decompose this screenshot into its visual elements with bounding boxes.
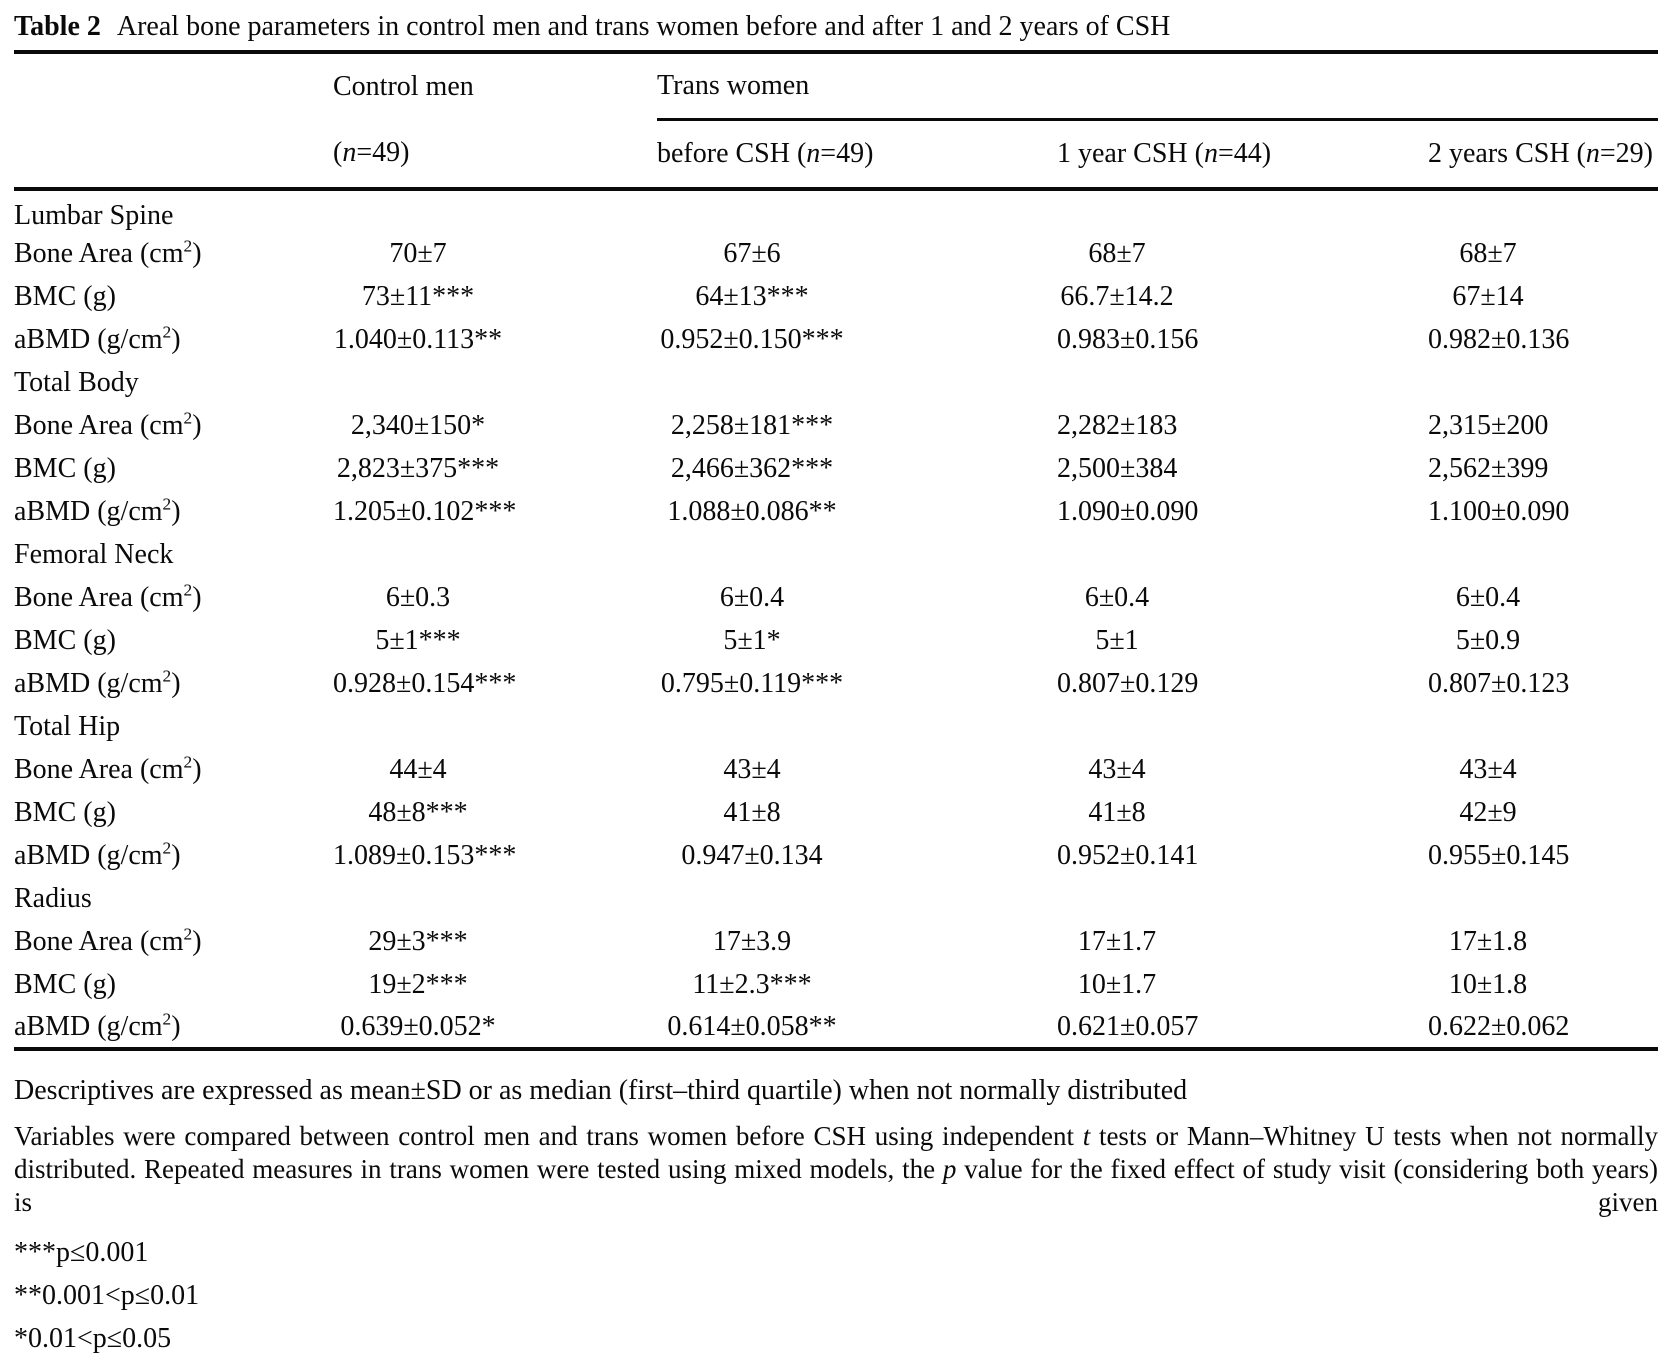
significance-note-3-stars: ***p≤0.001 <box>14 1237 149 1268</box>
cell-value: 10±1.7 <box>1077 968 1157 1000</box>
cell-value: 0.621±0.057 <box>1057 1010 1199 1042</box>
cell-value: 0.928±0.154*** <box>333 667 517 699</box>
cell-value: 68±7 <box>1088 237 1146 269</box>
row-label: BMC (g) <box>14 280 116 312</box>
cell-value: 48±8*** <box>368 796 468 828</box>
table-row <box>14 963 1658 1006</box>
cell-value: 1.100±0.090 <box>1428 495 1570 527</box>
row-label: BMC (g) <box>14 968 116 1000</box>
n-symbol: n <box>1203 138 1218 169</box>
table-row <box>14 619 1658 662</box>
cell-value: 43±4 <box>1088 753 1146 785</box>
cell-value: 11±2.3*** <box>692 968 812 1000</box>
cell-value: 1.089±0.153*** <box>333 839 517 871</box>
table-row <box>14 447 1658 490</box>
row-label: aBMD $(g/cm^2)$ <box>14 1009 181 1042</box>
cell-value: 2,258±181*** <box>670 409 834 441</box>
section-label: Lumbar Spine <box>14 199 174 231</box>
cell-value: 0.639±0.052* <box>340 1010 496 1042</box>
section-label: Radius <box>14 882 92 914</box>
cell-value: 1.040±0.113** <box>333 323 503 355</box>
significance-note-2-stars: **0.001<p≤0.01 <box>14 1280 200 1311</box>
cell-value: 2,340±150* <box>350 409 486 441</box>
cell-value: 0.947±0.134 <box>681 839 823 871</box>
section-row-lumbar-spine <box>14 189 1658 232</box>
cell-value: 73±11*** <box>361 280 475 312</box>
cell-value: 0.807±0.123 <box>1428 667 1570 699</box>
n-symbol: n <box>1585 138 1600 169</box>
cell-value: 44±4 <box>389 753 447 785</box>
cell-value: 41±8 <box>1088 796 1146 828</box>
table-body <box>14 189 1658 1049</box>
table-row <box>14 232 1658 275</box>
data-table <box>14 50 1658 1051</box>
row-label: aBMD $(g/cm^2)$ <box>14 322 181 355</box>
header-2-years-csh: 2 years CSH (n=29) <box>1428 120 1658 190</box>
cell-value: 0.983±0.156 <box>1057 323 1199 355</box>
footnote-descriptives: Descriptives are expressed as mean±SD or as median (first–third quartile) when not normally distributed <box>14 1075 1188 1106</box>
cell-value: 43±4 <box>723 753 781 785</box>
row-label: aBMD $(g/cm^2)$ <box>14 838 181 871</box>
row-label: BMC (g) <box>14 796 116 828</box>
cell-value: 6±0.4 <box>1084 581 1150 613</box>
header-trans-women-group: Trans women <box>657 52 1658 120</box>
cell-value: 2,823±375*** <box>336 452 500 484</box>
superscript: 2 <box>162 1009 172 1029</box>
cell-value: 5±0.9 <box>1455 624 1521 656</box>
cell-value: 17±1.8 <box>1448 925 1528 957</box>
table-row <box>14 318 1658 361</box>
cell-value: 70±7 <box>389 237 447 269</box>
table-row <box>14 1006 1658 1049</box>
row-label: Bone Area $(cm^2)$ <box>14 580 202 613</box>
superscript: 2 <box>183 752 193 772</box>
cell-value: 19±2*** <box>368 968 468 1000</box>
cell-value: 6±0.3 <box>385 581 451 613</box>
table-footnotes <box>14 1075 1658 1354</box>
table-row <box>14 490 1658 533</box>
cell-value: 2,500±384 <box>1057 452 1178 484</box>
table-row <box>14 834 1658 877</box>
cell-value: 5±1*** <box>375 624 461 656</box>
cell-value: 1.205±0.102*** <box>333 495 517 527</box>
section-row-femoral-neck <box>14 533 1658 576</box>
cell-value: 0.952±0.141 <box>1057 839 1199 871</box>
cell-value: 5±1* <box>723 624 781 656</box>
n-symbol: n <box>806 138 821 169</box>
table-number-label: Table 2 <box>14 11 101 42</box>
table-row <box>14 576 1658 619</box>
cell-value: 2,562±399 <box>1428 452 1549 484</box>
cell-value: 0.952±0.150*** <box>660 323 844 355</box>
section-row-total-hip <box>14 705 1658 748</box>
cell-value: 17±3.9 <box>712 925 792 957</box>
superscript: 2 <box>162 494 172 514</box>
table-row <box>14 791 1658 834</box>
superscript: 2 <box>183 924 193 944</box>
row-label: Bone Area $(cm^2)$ <box>14 924 202 957</box>
superscript: 2 <box>162 666 172 686</box>
header-subrow <box>14 120 1658 190</box>
row-label: BMC (g) <box>14 452 116 484</box>
row-label: Bone Area $(cm^2)$ <box>14 236 202 269</box>
header-empty-cell <box>14 52 333 120</box>
row-label: Bone Area $(cm^2)$ <box>14 408 202 441</box>
row-label: aBMD $(g/cm^2)$ <box>14 666 181 699</box>
table-row <box>14 404 1658 447</box>
cell-value: 67±14 <box>1452 280 1524 312</box>
superscript: 2 <box>183 408 193 428</box>
header-control-men: Control men <box>333 70 474 102</box>
table-row <box>14 662 1658 705</box>
cell-value: 17±1.7 <box>1077 925 1157 957</box>
table-row <box>14 920 1658 963</box>
section-label: Total Body <box>14 366 139 398</box>
cell-value: 6±0.4 <box>1455 581 1521 613</box>
cell-value: 42±9 <box>1459 796 1517 828</box>
cell-value: 2,466±362*** <box>670 452 834 484</box>
superscript: 2 <box>162 322 172 342</box>
cell-value: 64±13*** <box>695 280 809 312</box>
n-symbol: n <box>342 137 357 169</box>
table-row <box>14 748 1658 791</box>
row-label: Bone Area $(cm^2)$ <box>14 752 202 785</box>
cell-value: 29±3*** <box>368 925 468 957</box>
section-label: Total Hip <box>14 710 121 742</box>
cell-value: 2,315±200 <box>1428 409 1549 441</box>
section-label: Femoral Neck <box>14 538 174 570</box>
t-symbol: t <box>1082 1121 1091 1151</box>
cell-value: 5±1 <box>1095 624 1139 656</box>
cell-value: 0.622±0.062 <box>1428 1010 1570 1042</box>
p-symbol: p <box>942 1154 957 1184</box>
superscript: 2 <box>183 236 193 256</box>
footnote-methods: Variables were compared between control men and trans women before CSH using independent t tests or Mann–Whitney U tests when not normally distributed. Repeated measures in trans women were tested using mixed models, the p value for the fixed effect of study visit (considering both years) is given <box>14 1121 1658 1217</box>
superscript: 2 <box>162 838 172 858</box>
cell-value: 0.795±0.119*** <box>660 667 844 699</box>
cell-value: 43±4 <box>1459 753 1517 785</box>
cell-value: 0.982±0.136 <box>1428 323 1570 355</box>
table-caption-text: Areal bone parameters in control men and trans women before and after 1 and 2 years of CSH <box>116 11 1171 42</box>
cell-value: 0.955±0.145 <box>1428 839 1570 871</box>
cell-value: 0.614±0.058** <box>667 1010 837 1042</box>
significance-note-1-star: *0.01<p≤0.05 <box>14 1323 172 1354</box>
header-control-n: (n=49) <box>333 120 657 190</box>
cell-value: 66.7±14.2 <box>1060 280 1174 312</box>
cell-value: 6±0.4 <box>719 581 785 613</box>
cell-value: 68±7 <box>1459 237 1517 269</box>
section-row-total-body <box>14 361 1658 404</box>
cell-value: 1.088±0.086** <box>667 495 837 527</box>
cell-value: 67±6 <box>723 237 781 269</box>
row-label: BMC (g) <box>14 624 116 656</box>
header-empty-cell <box>14 120 333 190</box>
header-before-csh: before CSH (n=49) <box>657 120 1057 190</box>
header-group-row <box>14 52 1658 120</box>
table-header <box>14 52 1658 189</box>
cell-value: 0.807±0.129 <box>1057 667 1199 699</box>
table-container <box>14 0 1658 1354</box>
table-caption <box>14 0 1658 42</box>
cell-value: 1.090±0.090 <box>1057 495 1199 527</box>
cell-value: 2,282±183 <box>1057 409 1178 441</box>
table-row <box>14 275 1658 318</box>
cell-value: 10±1.8 <box>1448 968 1528 1000</box>
section-row-radius <box>14 877 1658 920</box>
header-1-year-csh: 1 year CSH (n=44) <box>1057 120 1428 190</box>
cell-value: 41±8 <box>723 796 781 828</box>
superscript: 2 <box>183 580 193 600</box>
row-label: aBMD $(g/cm^2)$ <box>14 494 181 527</box>
